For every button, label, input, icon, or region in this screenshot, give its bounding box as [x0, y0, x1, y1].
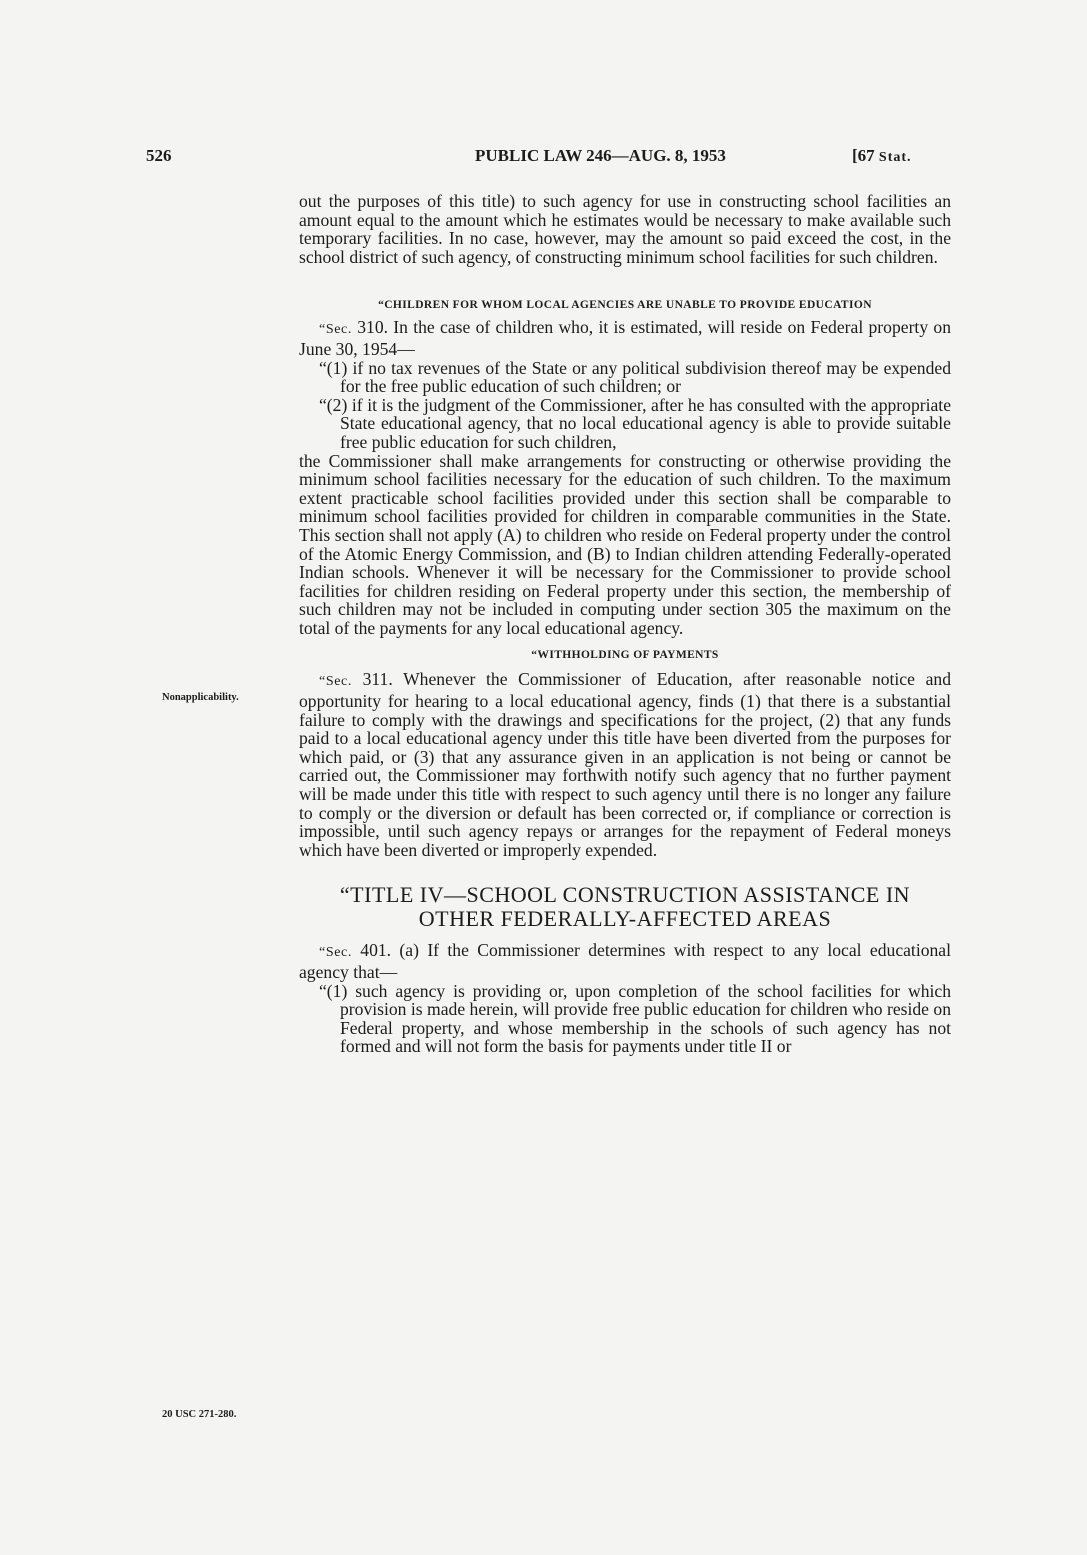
section-401-intro-text: 401. (a) If the Commissioner determines with respect to any local educational agency that—: [299, 940, 951, 982]
section-310-item-1: “(1) if no tax revenues of the State or any political subdivision thereof may be expended for the free public education of such children; or: [319, 357, 951, 397]
body-text: [299, 192, 951, 1056]
section-311-label: “Sec.: [319, 674, 352, 690]
section-311-body: 311. Whenever the Commissioner of Education, after reasonable notice and opportunity for hearing to a local educational agency, finds (1) that there is a substantial failure to comply with the drawings and specifications for the project, (2) that any funds paid to a local educational agency under this title have been diverted from the purposes for which paid, or (3) that any assurance given in an application is not being or cannot be carried out, the Commissioner may forthwith notify such agency that no further payment will be made under this title with respect to such agency until there is no longer any failure to comply or the diversion or default has been corrected or, if compliance or correction is impossible, until such agency repays or arranges for the repayment of Federal moneys which have been diverted or improperly expended.: [299, 669, 951, 860]
paragraph-continued: out the purposes of this title) to such agency for use in constructing school facilities an amount equal to the amount which he estimates would be necessary to make available such temporary facilities. In no case, however, may the amount so paid exceed the cost, in the school district of such agency, of constructing minimum school facilities for such children.: [299, 191, 951, 267]
section-401-intro: [299, 941, 951, 981]
title-iv-line-1: “TITLE IV—SCHOOL CONSTRUCTION ASSISTANCE IN: [339, 882, 911, 908]
section-401-label: “Sec.: [319, 945, 352, 961]
section-heading-310: “CHILDREN FOR WHOM LOCAL AGENCIES ARE UNABLE TO PROVIDE EDUCATION: [378, 299, 872, 312]
section-310-body: the Commissioner shall make arrangements for constructing or otherwise providing the minimum school facilities necessary for the education of such children. To the maximum extent practicable school facilities provided under this section shall be comparable to minimum school facilities provided for children in comparable communities in the State. This section shall not apply (A) to children who reside on Federal property under the control of the Atomic Energy Commission, and (B) to Indian children attending Federally-operated Indian schools. Whenever it will be necessary for the Commissioner to provide school facilities for children residing on Federal property under this section, the membership of such children may not be included in computing under section 305 the maximum on the total of the payments for any local educational agency.: [299, 450, 951, 638]
section-310-intro-text: 310. In the case of children who, it is estimated, will reside on Federal property on June 30, 1954—: [299, 317, 951, 359]
section-310-item-2: “(2) if it is the judgment of the Commissioner, after he has consulted with the appropriate State educational agency, that no local educational agency is able to provide suitable free public education for such children,: [319, 394, 951, 452]
margin-note-nonapplicability: Nonapplicability.: [162, 692, 239, 703]
section-401-item-1: “(1) such agency is providing or, upon completion of the school facilities for which provision is made herein, will provide free public education for children who reside on Federal property, and whose membership in the schools of such agency has not formed and will not form the basis for payments under title II or: [319, 980, 951, 1057]
title-iv-heading: [299, 883, 951, 931]
statute-label: Stat.: [878, 150, 912, 165]
margin-note-usc-citation: 20 USC 271-280.: [162, 1409, 237, 1420]
section-310-label: “Sec.: [319, 322, 352, 338]
page-header: [0, 146, 1087, 170]
section-heading-311: “WITHHOLDING OF PAYMENTS: [531, 649, 719, 662]
statute-reference: [852, 146, 912, 166]
section-311-text: [299, 670, 951, 859]
page-number: 526: [146, 146, 172, 165]
statute-volume: [67: [852, 146, 879, 165]
running-title: PUBLIC LAW 246—AUG. 8, 1953: [475, 146, 726, 165]
title-iv-line-2: OTHER FEDERALLY-AFFECTED AREAS: [418, 906, 832, 932]
section-310-intro: [299, 318, 951, 358]
